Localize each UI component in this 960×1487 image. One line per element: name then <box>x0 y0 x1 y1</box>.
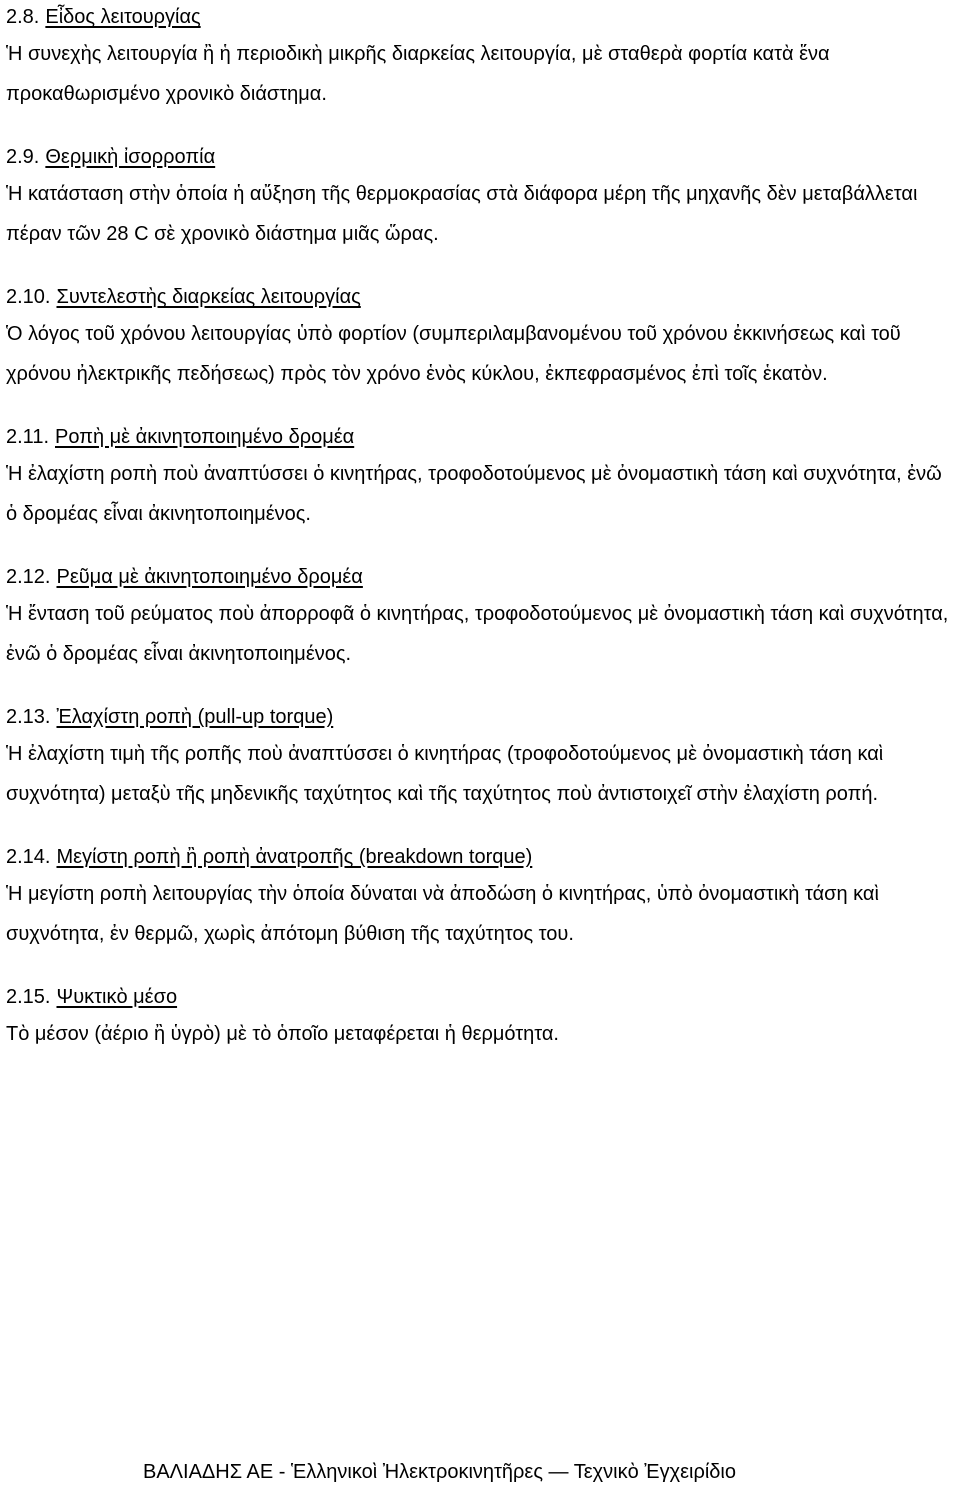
section-text: Ἡ κατάσταση στὴν ὁποία ἡ αὔξηση τῆς θερμοκρασίας στὰ διάφορα μέρη τῆς μηχανῆς δὲν μεταβάλλεται πέραν τῶν 28 C σὲ χρονικὸ διάστημα μιᾶς ὥρας. <box>6 183 918 245</box>
section-heading <box>6 840 956 874</box>
section-title: Ψυκτικὸ μέσο <box>56 986 178 1008</box>
section-text: Ἡ ἔνταση τοῦ ρεύματος ποὺ ἀπορροφᾶ ὁ κινητήρας, τροφοδοτούμενος μὲ ὀνομαστικὴ τάση καὶ συχνότητα, ἐνῶ ὁ δρομέας εἶναι ἀκινητοποιημένος. <box>6 603 949 665</box>
section-2-11 <box>6 420 956 534</box>
section-number: 2.9. <box>6 146 40 168</box>
section-heading <box>6 140 956 174</box>
section-text: Ἡ ἐλαχίστη τιμὴ τῆς ροπῆς ποὺ ἀναπτύσσει ὁ κινητήρας (τροφοδοτούμενος μὲ ὀνομαστικὴ τάση καὶ συχνότητα) μεταξὺ τῆς μηδενικῆς ταχύτητος καὶ τῆς ταχύτητος ποὺ ἀντιστοιχεῖ στὴν ἐλαχίστη ροπή. <box>6 743 884 805</box>
section-heading <box>6 980 956 1014</box>
document-page <box>6 0 956 1080</box>
section-heading <box>6 560 956 594</box>
section-2-8 <box>6 0 956 114</box>
section-2-15 <box>6 980 956 1054</box>
section-heading <box>6 0 956 34</box>
section-text: Ὁ λόγος τοῦ χρόνου λειτουργίας ὑπὸ φορτίον (συμπεριλαμβανομένου τοῦ χρόνου ἐκκινήσεως καὶ τοῦ χρόνου ἠλεκτρικῆς πεδήσεως) πρὸς τὸν χρόνο ἑνὸς κύκλου, ἐκπεφρασμένος ἐπὶ τοῖς ἑκατὸν. <box>6 323 901 385</box>
section-heading <box>6 700 956 734</box>
section-text: Ἡ ἐλαχίστη ροπὴ ποὺ ἀναπτύσσει ὁ κινητήρας, τροφοδοτούμενος μὲ ὀνομαστικὴ τάση καὶ συχνότητα, ἐνῶ ὁ δρομέας εἶναι ἀκινητοποιημένος. <box>6 463 942 525</box>
section-title: Συντελεστὴς διαρκείας λειτουργίας <box>56 286 361 308</box>
section-number: 2.11. <box>6 426 49 448</box>
section-text: Ἡ συνεχὴς λειτουργία ἢ ἡ περιοδικὴ μικρῆς διαρκείας λειτουργία, μὲ σταθερὰ φορτία κατὰ ἕνα προκαθωρισμένο χρονικὸ διάστημα. <box>6 43 830 105</box>
page-footer: ΒΑΛΙΑΔΗΣ ΑΕ - Ἑλληνικοὶ Ἠλεκτροκινητῆρες — Τεχνικὸ Ἐγχειρίδιο <box>143 1461 736 1483</box>
section-number: 2.10. <box>6 286 51 308</box>
section-text: Ἡ μεγίστη ροπὴ λειτουργίας τὴν ὁποία δύναται νὰ ἀποδώση ὁ κινητήρας, ὑπὸ ὀνομαστικὴ τάση καὶ συχνότητα, ἐν θερμῶ, χωρὶς ἀπότομη βύθιση τῆς ταχύτητος του. <box>6 883 879 945</box>
section-text: Τὸ μέσον (ἀέριο ἢ ὑγρὸ) μὲ τὸ ὁποῖο μεταφέρεται ἡ θερμότητα. <box>6 1023 559 1045</box>
section-2-13 <box>6 700 956 814</box>
section-heading <box>6 420 956 454</box>
section-2-10 <box>6 280 956 394</box>
section-title: Εἶδος λειτουργίας <box>45 6 201 28</box>
section-2-9 <box>6 140 956 254</box>
section-title: Θερμικὴ ἰσορροπία <box>45 146 216 168</box>
section-2-12 <box>6 560 956 674</box>
section-title: Ροπὴ μὲ ἀκινητοποιημένο δρομέα <box>55 426 355 448</box>
section-heading <box>6 280 956 314</box>
section-title: Ρεῦμα μὲ ἀκινητοποιημένο δρομέα <box>56 566 363 588</box>
section-number: 2.12. <box>6 566 51 588</box>
section-number: 2.14. <box>6 846 51 868</box>
section-title: Ἐλαχίστη ροπὴ (pull-up torque) <box>56 706 334 728</box>
section-number: 2.13. <box>6 706 51 728</box>
section-title: Μεγίστη ροπὴ ἢ ροπὴ ἀνατροπῆς (breakdown torque) <box>56 846 533 868</box>
section-number: 2.15. <box>6 986 51 1008</box>
section-number: 2.8. <box>6 6 40 28</box>
section-2-14 <box>6 840 956 954</box>
